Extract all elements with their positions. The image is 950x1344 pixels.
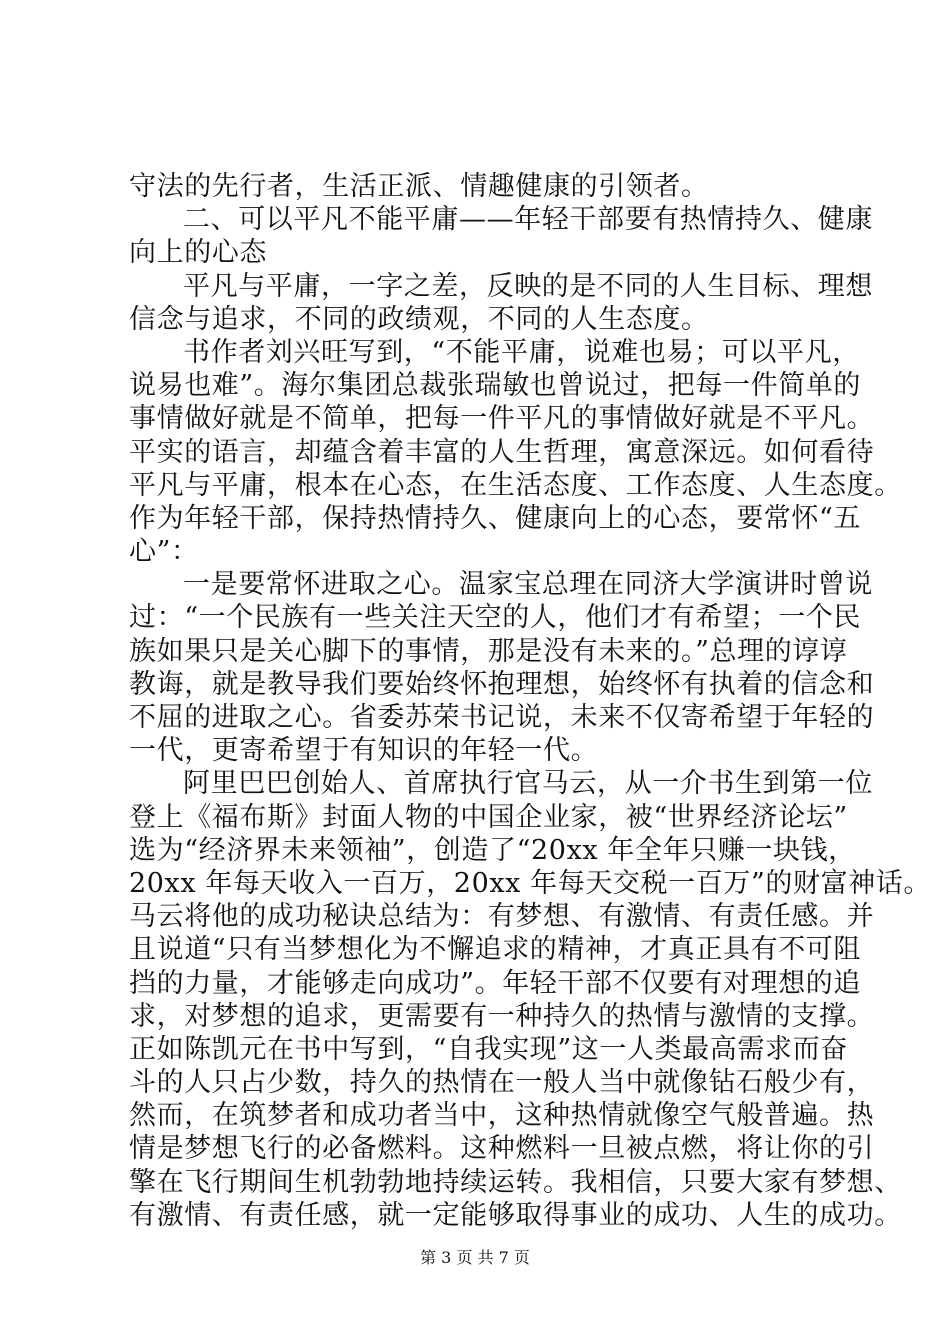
text-line: 情是梦想飞行的必备燃料。这种燃料一旦被点燃，将让你的引 — [129, 1133, 875, 1165]
text-line: 一是要常怀进取之心。温家宝总理在同济大学演讲时曾说 — [183, 569, 873, 601]
document-body — [129, 170, 931, 1232]
text-line: 阿里巴巴创始人、首席执行官马云，从一介书生到第一位 — [183, 768, 873, 800]
text-line: 过：“一个民族有一些关注天空的人，他们才有希望；一个民 — [129, 602, 862, 634]
page-footer: 第 3 页 共 7 页 — [420, 1248, 530, 1267]
text-line: 作为年轻干部，保持热情持久、健康向上的心态，要常怀“五 — [129, 502, 862, 534]
text-line: 有激情、有责任感，就一定能够取得事业的成功、人生的成功。 — [129, 1199, 902, 1231]
text-line: 二、可以平凡不能平庸——年轻干部要有热情持久、健康 — [183, 204, 873, 236]
text-line: 且说道“只有当梦想化为不懈追求的精神，才真正具有不可阻 — [129, 934, 862, 966]
text-line: 马云将他的成功秘诀总结为：有梦想、有激情、有责任感。并 — [129, 901, 875, 933]
text-line: 正如陈凯元在书中写到，“自我实现”这一人类最高需求而奋 — [129, 1033, 848, 1065]
text-line: 教诲，就是教导我们要始终怀抱理想，始终怀有执着的信念和 — [129, 668, 875, 700]
text-line: 向上的心态 — [129, 237, 267, 269]
text-line: 20xx 年每天收入一百万，20xx 年每天交税一百万”的财富神话。 — [129, 867, 931, 899]
text-line: 信念与追求，不同的政绩观，不同的人生态度。 — [129, 303, 709, 335]
text-line: 书作者刘兴旺写到，“不能平庸，说难也易；可以平凡， — [183, 336, 860, 368]
text-line: 平实的语言，却蕴含着丰富的人生哲理，寓意深远。如何看待 — [129, 436, 875, 468]
text-line: 挡的力量，才能够走向成功”。年轻干部不仅要有对理想的追 — [129, 967, 862, 999]
text-line: 事情做好就是不简单，把每一件平凡的事情做好就是不平凡。 — [129, 403, 875, 435]
text-line: 斗的人只占少数，持久的热情在一般人当中就像钻石般少有， — [129, 1067, 875, 1099]
text-line: 不屈的进取之心。省委苏荣书记说，未来不仅寄希望于年轻的 — [129, 702, 875, 733]
text-line: 平凡与平庸，根本在心态，在生活态度、工作态度、人生态度。 — [129, 469, 902, 501]
text-line: 族如果只是关心脚下的事情，那是没有未来的。”总理的谆谆 — [129, 635, 848, 667]
text-line: 求，对梦想的追求，更需要有一种持久的热情与激情的支撑。 — [129, 1000, 875, 1032]
text-line: 选为“经济界未来领袖”，创造了“20xx 年全年只赚一块钱， — [129, 834, 856, 866]
text-line: 心”： — [129, 536, 199, 568]
text-line: 一代，更寄希望于有知识的年轻一代。 — [129, 735, 599, 767]
text-line: 平凡与平庸，一字之差，反映的是不同的人生目标、理想 — [183, 270, 873, 302]
text-line: 然而，在筑梦者和成功者当中，这种热情就像空气般普遍。热 — [129, 1100, 875, 1132]
text-line: 守法的先行者，生活正派、情趣健康的引领者。 — [129, 171, 709, 202]
text-line: 登上《福布斯》封面人物的中国企业家，被“世界经济论坛” — [129, 801, 848, 833]
text-line: 擎在飞行期间生机勃勃地持续运转。我相信，只要大家有梦想、 — [129, 1166, 902, 1198]
text-line: 说易也难”。海尔集团总裁张瑞敏也曾说过，把每一件简单的 — [129, 370, 862, 402]
